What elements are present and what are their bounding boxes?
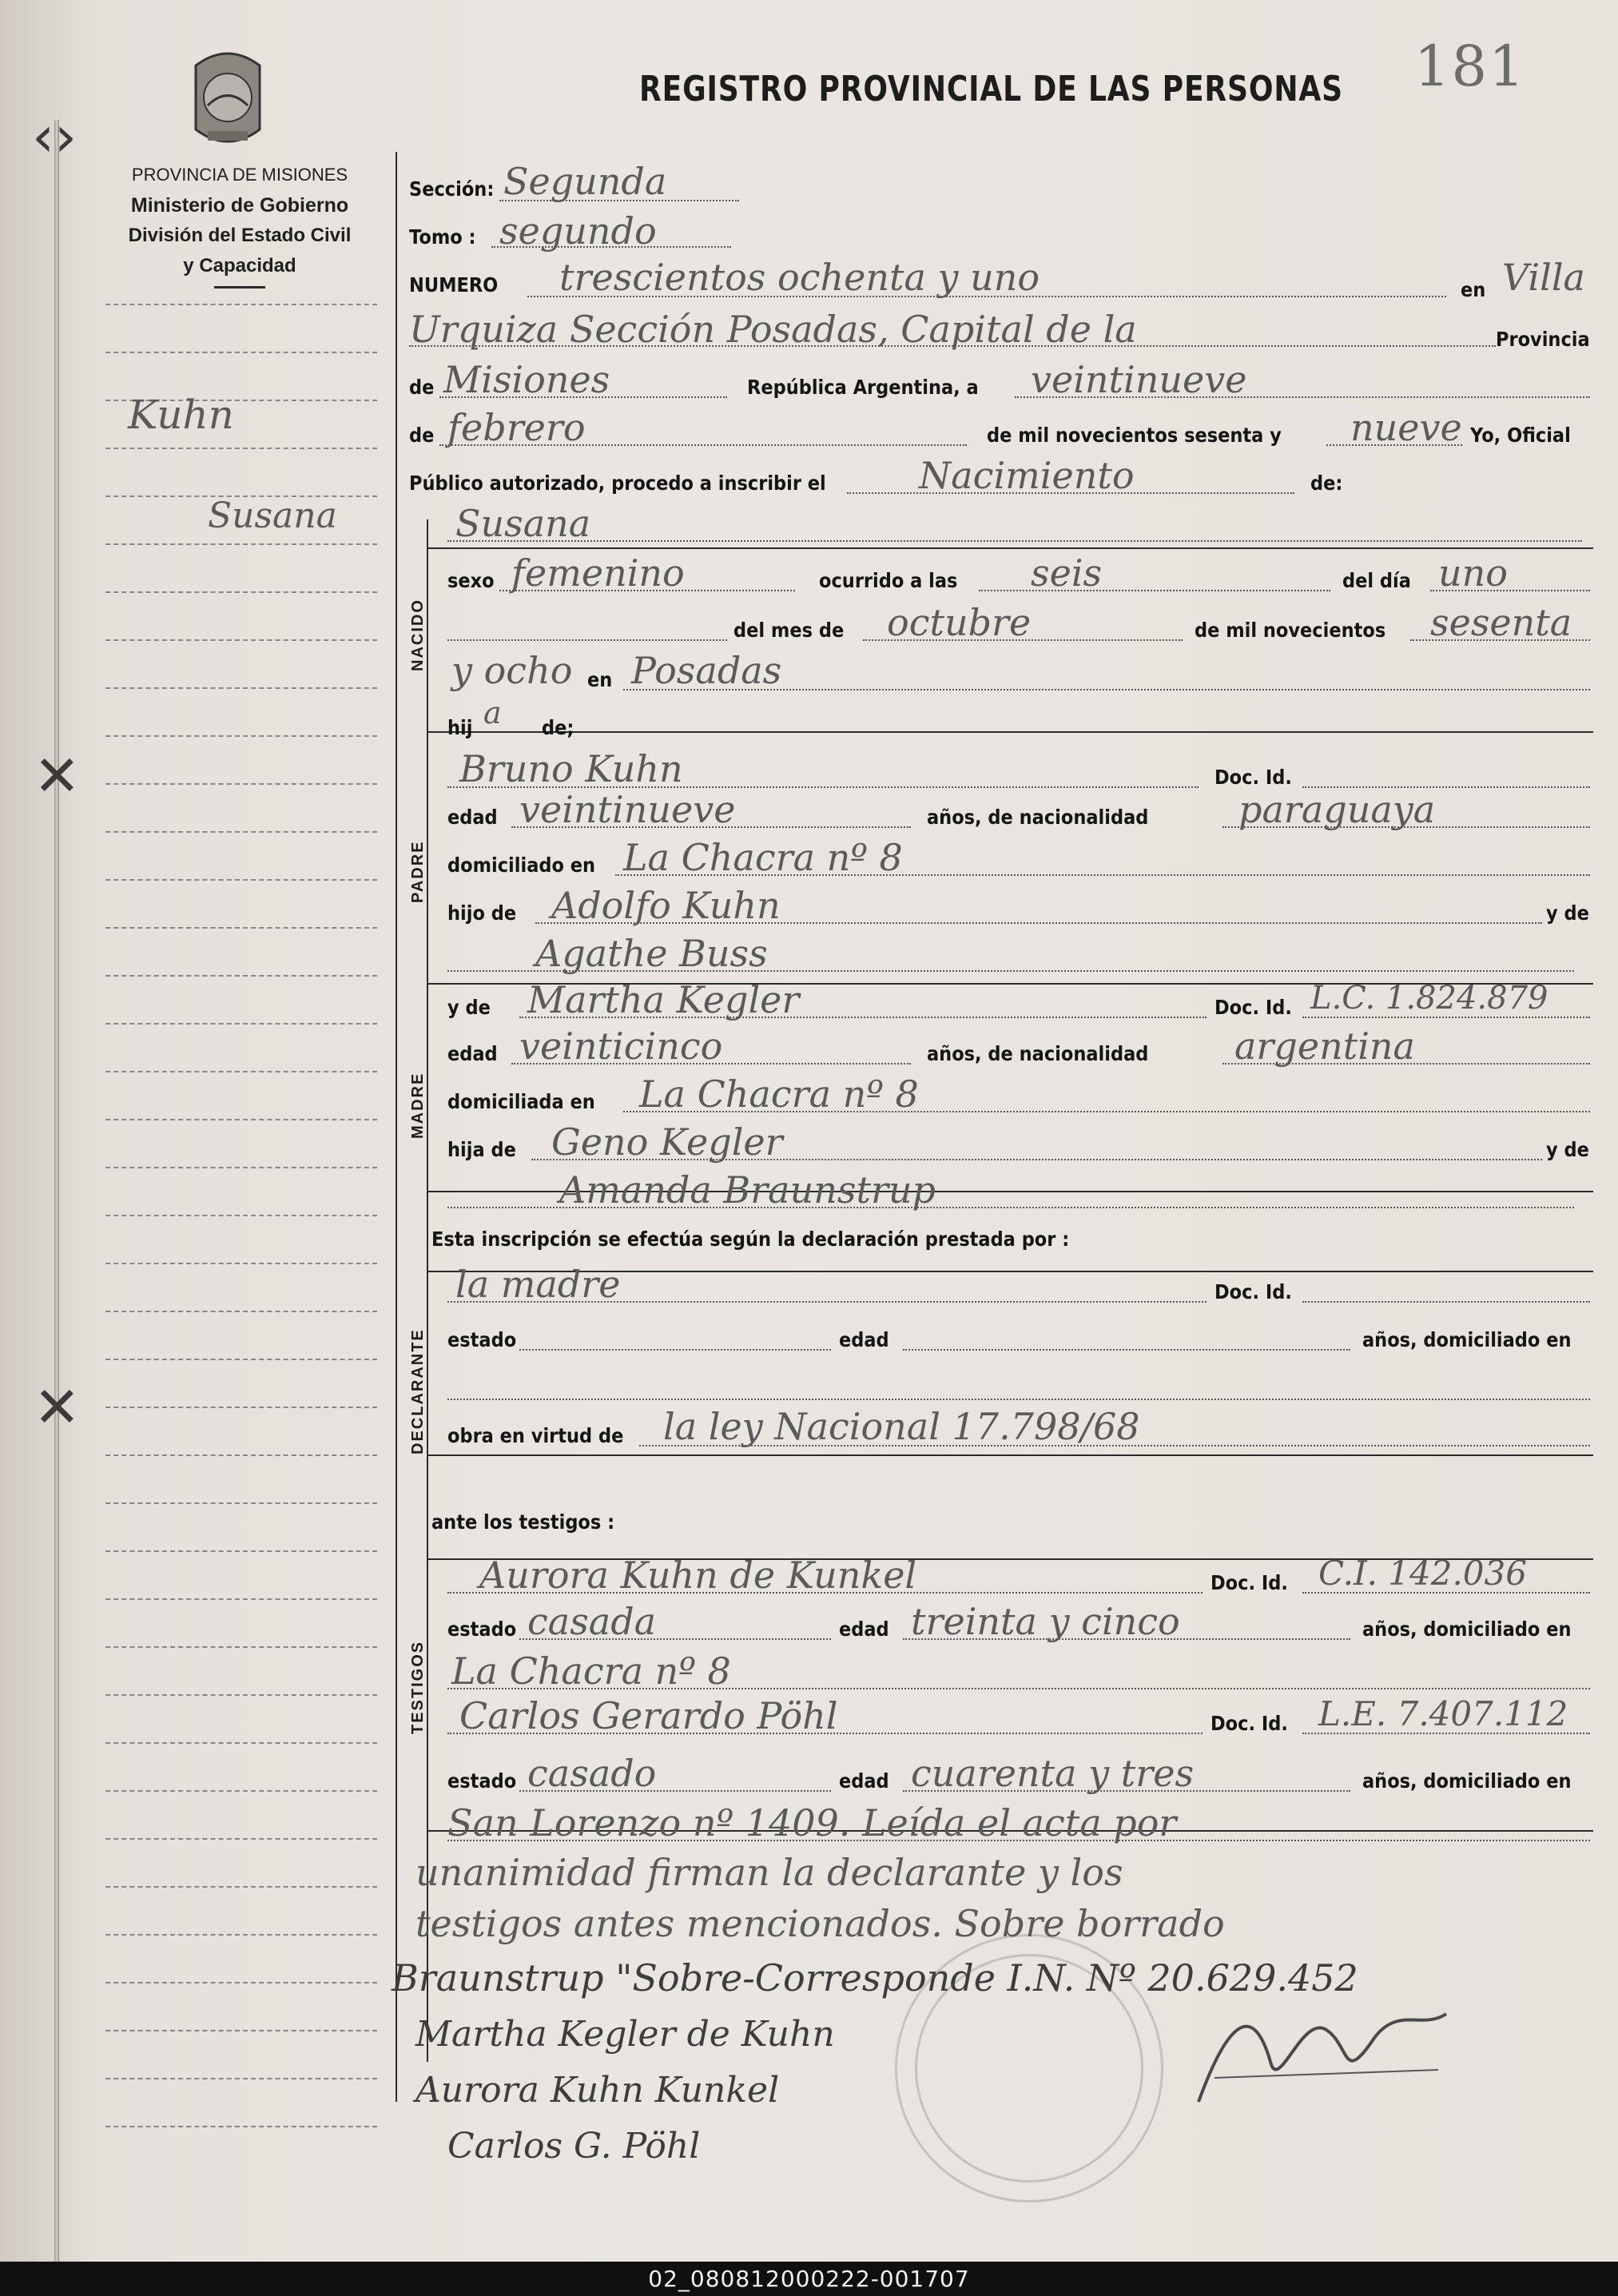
field-line [519, 1349, 831, 1351]
value-acto: Nacimiento [919, 454, 1135, 497]
label-en: en [1461, 278, 1486, 301]
signature-witness-2: Carlos G. Pöhl [447, 2126, 701, 2167]
value-mes: febrero [447, 406, 586, 449]
margin-ruled-line [105, 2078, 377, 2079]
label-doc-id-testigo2: Doc. Id. [1211, 1712, 1288, 1735]
label-domiciliado-testigo1: años, domiciliado en [1362, 1618, 1572, 1641]
official-stamp-inner [915, 1954, 1143, 2183]
label-testigos: ante los testigos : [431, 1510, 615, 1534]
field-line [447, 1399, 1590, 1400]
field-line [903, 1349, 1350, 1351]
value-abuela-m: Amanda Braunstrup [559, 1168, 936, 1212]
value-padre-edad: veintinueve [519, 788, 736, 831]
note-line-1: unanimidad firman la declarante y los [415, 1851, 1123, 1894]
signature-mother: Martha Kegler de Kuhn [415, 2014, 835, 2055]
label-republica: República Argentina, a [747, 376, 979, 399]
value-testigo2-doc: L.E. 7.407.112 [1318, 1694, 1568, 1733]
document-title: REGISTRO PROVINCIAL DE LAS PERSONAS [639, 69, 1343, 109]
divider [214, 286, 265, 288]
margin-ruled-line [105, 1215, 377, 1216]
margin-ruled-line [105, 1550, 377, 1552]
value-testigo1: Aurora Kuhn de Kunkel [479, 1554, 917, 1597]
label-edad-declarante: edad [839, 1328, 889, 1351]
value-madre-doc: L.C. 1.824.879 [1310, 980, 1548, 1017]
label-de-mil-nov: de mil novecientos [1195, 619, 1386, 642]
label-numero: NUMERO [409, 273, 499, 296]
value-abuelo-m: Geno Kegler [551, 1120, 783, 1164]
label-nac-padre: años, de nacionalidad [927, 806, 1149, 829]
margin-ruled-line [105, 1982, 377, 1984]
margin-ruled-line [105, 2126, 377, 2127]
stitch-mark: ✕ [34, 743, 81, 809]
margin-ruled-line [105, 831, 377, 833]
label-domicilio-padre: domiciliado en [447, 854, 596, 877]
value-hij: a [483, 695, 502, 730]
margin-ruled-line [105, 1454, 377, 1456]
label-hij: hij [447, 716, 473, 739]
value-hora: seis [1031, 551, 1103, 595]
value-padre: Bruno Kuhn [459, 747, 683, 790]
value-padre-dom: La Chacra nº 8 [623, 836, 903, 879]
stitch-mark: ‹› [32, 104, 77, 169]
margin-ruled-line [105, 591, 377, 593]
label-ocurrido: ocurrido a las [819, 569, 958, 592]
value-testigo1-edad: treinta y cinco [911, 1600, 1180, 1643]
section-tag-padre: PADRE [409, 840, 427, 903]
value-nombre: Susana [455, 502, 591, 545]
label-doc-id-madre: Doc. Id. [1214, 996, 1292, 1019]
value-anio-nac-2: y ocho [451, 649, 573, 692]
value-testigo2-edad: cuarenta y tres [911, 1752, 1195, 1795]
value-numero: trescientos ochenta y uno [559, 256, 1040, 299]
margin-ruled-line [105, 1694, 377, 1696]
label-publico: Público autorizado, procedo a inscribir el [409, 472, 826, 495]
margin-ruled-line [105, 1119, 377, 1120]
label-estado-testigo2: estado [447, 1769, 517, 1793]
field-line [447, 639, 727, 641]
section-tag-nacido: NACIDO [409, 599, 427, 671]
value-abuelo: Adolfo Kuhn [551, 884, 781, 927]
margin-ruled-line [105, 448, 377, 449]
label-declaracion: Esta inscripción se efectúa según la declaración prestada por : [431, 1228, 1070, 1251]
value-testigo1-dom: La Chacra nº 8 [451, 1649, 731, 1693]
value-testigo2: Carlos Gerardo Pöhl [459, 1694, 838, 1737]
field-line [447, 540, 1582, 542]
value-madre-dom: La Chacra nº 8 [639, 1072, 919, 1116]
label-yo-oficial: Yo, Oficial [1470, 424, 1571, 447]
value-testigo2-dom: San Lorenzo nº 1409. Leída el acta por [447, 1801, 1177, 1844]
label-de: de [409, 376, 435, 399]
label-hija-de: hija de [447, 1138, 516, 1161]
label-en-lugar: en [587, 668, 613, 691]
value-tomo: segundo [499, 209, 657, 253]
value-testigo1-estado: casada [527, 1600, 657, 1643]
issuing-authority [72, 160, 407, 288]
label-de-colon: de: [1310, 472, 1343, 495]
value-mes-nac: octubre [887, 601, 1032, 644]
label-sexo: sexo [447, 569, 495, 592]
margin-ruled-line [105, 1407, 377, 1408]
value-seccion: Segunda [503, 160, 667, 203]
margin-ruled-line [105, 1646, 377, 1648]
label-domicilio-madre: domiciliada en [447, 1090, 595, 1113]
section-divider [427, 547, 1593, 549]
label-provincia: Provincia [1496, 328, 1590, 351]
margin-ruled-line [105, 927, 377, 929]
official-signature-icon [1183, 1982, 1470, 2126]
field-line [1302, 1017, 1590, 1018]
field-line [1302, 1301, 1590, 1303]
label-hijo-de: hijo de [447, 901, 517, 925]
value-madre-edad: veinticinco [519, 1025, 723, 1068]
label-edad-padre: edad [447, 806, 498, 829]
margin-ruled-line [105, 1167, 377, 1168]
province-label: PROVINCIA DE MISIONES [131, 165, 348, 185]
label-del-mes: del mes de [733, 619, 845, 642]
value-dia: veintinueve [1031, 358, 1247, 401]
label-de-semicolon: de; [542, 716, 574, 739]
margin-ruled-line [105, 1886, 377, 1888]
label-estado-declarante: estado [447, 1328, 517, 1351]
margin-ruled-line [105, 975, 377, 977]
margin-ruled-line [105, 1263, 377, 1264]
margin-ruled-line [105, 1934, 377, 1936]
label-obra: obra en virtud de [447, 1424, 624, 1447]
label-nac-madre: años, de nacionalidad [927, 1042, 1149, 1065]
margin-ruled-line [105, 352, 377, 353]
label-y-de-padre: y de [1546, 901, 1589, 925]
signature-witness-1: Aurora Kuhn Kunkel [415, 2070, 780, 2111]
margin-ruled-line [105, 1071, 377, 1072]
section-divider [427, 1454, 1593, 1456]
label-edad-testigo1: edad [839, 1618, 889, 1641]
value-madre: Martha Kegler [527, 978, 800, 1021]
label-doc-id-padre: Doc. Id. [1214, 766, 1292, 789]
margin-ruled-line [105, 639, 377, 641]
margin-note-name: Susana [208, 495, 337, 536]
label-domiciliado-declarante: años, domiciliado en [1362, 1328, 1572, 1351]
label-doc-id-declarante: Doc. Id. [1214, 1280, 1292, 1303]
margin-ruled-line [105, 783, 377, 785]
label-seccion: Sección: [409, 177, 495, 201]
label-de-mes: de [409, 424, 435, 447]
value-lugar-nac: Posadas [631, 649, 782, 692]
margin-ruled-line [105, 304, 377, 305]
value-sexo: femenino [511, 551, 685, 595]
margin-rule [396, 152, 397, 2102]
value-testigo1-doc: C.I. 142.036 [1318, 1554, 1527, 1593]
margin-note-surname: Kuhn [128, 392, 234, 438]
section-tag-madre: MADRE [409, 1072, 427, 1139]
value-abuela: Agathe Buss [535, 932, 768, 975]
margin-ruled-line [105, 1790, 377, 1792]
margin-ruled-line [105, 1742, 377, 1744]
value-madre-nac: argentina [1234, 1025, 1415, 1068]
label-y-de-madre-2: y de [1546, 1138, 1589, 1161]
value-dia-nac: uno [1438, 551, 1508, 595]
label-del-dia: del día [1342, 569, 1411, 592]
value-padre-nac: paraguaya [1238, 788, 1436, 831]
label-domiciliado-testigo2: años, domiciliado en [1362, 1769, 1572, 1793]
value-anio: nueve [1350, 406, 1462, 449]
value-anio-nac: sesenta [1430, 601, 1572, 644]
margin-ruled-line [105, 1359, 377, 1360]
label-de-mil: de mil novecientos sesenta y [987, 424, 1282, 447]
margin-ruled-line [105, 543, 377, 545]
label-doc-id-testigo1: Doc. Id. [1211, 1571, 1288, 1594]
book-binding [54, 120, 59, 2262]
margin-ruled-line [105, 735, 377, 737]
provincial-crest-icon [184, 42, 272, 153]
value-en: Villa [1502, 256, 1585, 299]
margin-ruled-line [105, 687, 377, 689]
margin-ruled-line [105, 2030, 377, 2031]
label-tomo: Tomo : [409, 225, 476, 249]
note-line-3: Braunstrup "Sobre-Corresponde I.N. Nº 20.629.452 [392, 1956, 1358, 2000]
margin-ruled-line [105, 879, 377, 881]
page-number: 181 [1414, 34, 1526, 99]
value-lugar: Urquiza Sección Posadas, Capital de la [409, 308, 1137, 351]
value-testigo2-estado: casado [527, 1752, 657, 1795]
margin-ruled-line [105, 1311, 377, 1312]
label-edad-madre: edad [447, 1042, 498, 1065]
label-estado-testigo1: estado [447, 1618, 517, 1641]
margin-ruled-line [105, 1598, 377, 1600]
note-line-2: testigos antes mencionados. Sobre borrado [415, 1902, 1225, 1945]
division-label: División del Estado Civil [128, 225, 352, 246]
margin-ruled-line [105, 1838, 377, 1840]
label-y-de-madre: y de [447, 996, 491, 1019]
margin-ruled-line [105, 1502, 377, 1504]
section-tag-testigos: TESTIGOS [409, 1640, 427, 1734]
section-divider [427, 731, 1593, 733]
archive-reference: 02_080812000222-001707 [648, 2266, 970, 2292]
stitch-mark: ✕ [34, 1375, 81, 1440]
label-edad-testigo2: edad [839, 1769, 889, 1793]
value-provincia: Misiones [443, 358, 610, 401]
value-ley: la ley Nacional 17.798/68 [663, 1405, 1140, 1448]
ministry-label: Ministerio de Gobierno [130, 194, 349, 217]
capacity-label: y Capacidad [183, 255, 296, 277]
section-tag-declarante: DECLARANTE [409, 1328, 427, 1454]
value-declarante: la madre [455, 1263, 621, 1306]
margin-ruled-line [105, 1023, 377, 1025]
